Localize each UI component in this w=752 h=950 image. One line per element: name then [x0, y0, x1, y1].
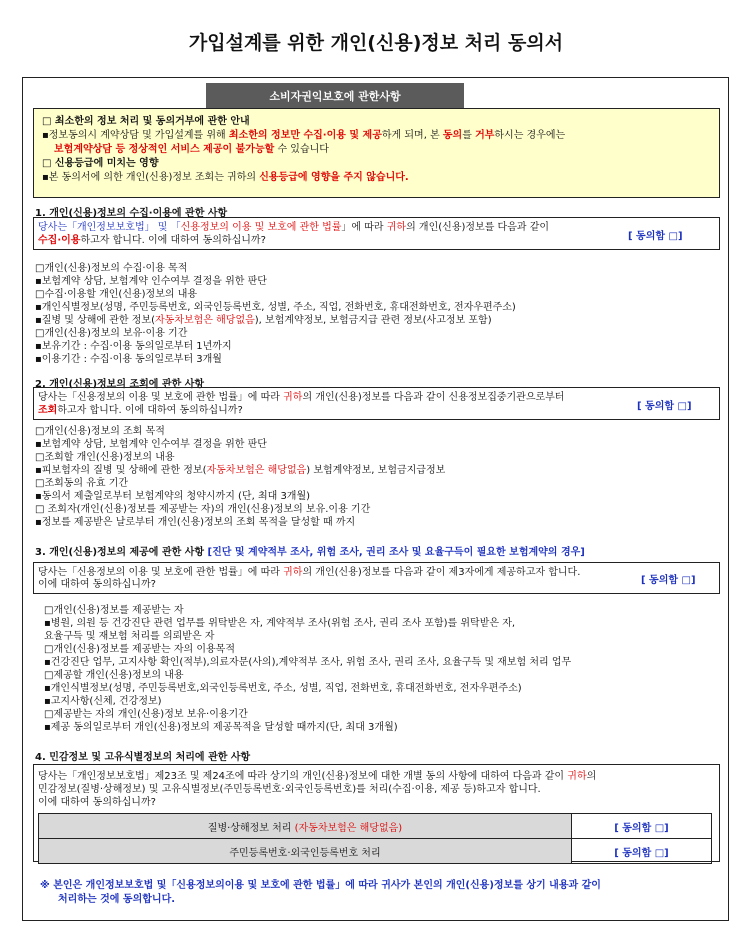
- footer-consent-line-1: ※ 본인은 개인정보보호법 및「신용정보의이용 및 보호에 관한 법률」에 따라 귀사가 본인의 개인(신용)정보를 상기 내용과 같이: [40, 880, 601, 891]
- section-1-agree-checkbox[interactable]: [ 동의함 □]: [628, 231, 683, 242]
- unique-id-agree-checkbox[interactable]: [ 동의함 □]: [572, 839, 712, 864]
- s2-item-health: ▪피보험자의 질병 및 상해에 관한 정보(자동차보험은 해당없음) 보험계약정보, 보험금지급정보: [35, 465, 446, 476]
- section-1-heading: 1. 개인(신용)정보의 수집·이용에 관한 사항: [35, 208, 228, 219]
- s2-item-retention-detail: ▪정보를 제공받은 날로부터 개인(신용)정보의 조회 목적을 달성할 때 까지: [35, 517, 356, 528]
- section-1-question-line-1: 당사는「개인정보보호법」 및 「신용정보의 이용 및 보호에 관한 법률」에 따라 귀하의 개인(신용)정보를 다음과 같이: [38, 222, 550, 233]
- section-3-question-line-1: 당사는「신용정보의 이용 및 보호에 관한 법률」에 따라 귀하의 개인(신용)정보를 다음과 같이 제3자에게 제공하고자 합니다.: [38, 567, 581, 578]
- consumer-rights-banner: 소비자권익보호에 관한사항: [206, 83, 464, 110]
- document-title: 가입설계를 위한 개인(신용)정보 처리 동의서: [188, 32, 564, 54]
- s3-item-recipient: □개인(신용)정보를 제공받는 자: [44, 605, 184, 616]
- s1-item-period: □개인(신용)정보의 보유·이용 기간: [35, 328, 188, 339]
- section-4-consent-table: [38, 813, 712, 864]
- section-4-question-line-3: 이에 대하여 동의하십니까?: [38, 797, 156, 808]
- s1-item-health: ▪질병 및 상해에 관한 정보(자동차보험은 해당없음), 보험계약정보, 보험금지급 관련 정보(사고정보 포함): [35, 315, 492, 326]
- section-1-question-box: [33, 217, 720, 250]
- section-3-agree-checkbox[interactable]: [ 동의함 □]: [641, 575, 696, 586]
- s3-item-disclosures: ▪고지사항(신체, 건강정보): [44, 696, 162, 707]
- s3-item-period: □제공받는 자의 개인(신용)정보 보유·이용기간: [44, 709, 248, 720]
- s1-item-contents: □수집·이용할 개인(신용)정보의 내용: [35, 289, 198, 300]
- section-2-question-line-1: 당사는「신용정보의 이용 및 보호에 관한 법률」에 따라 귀하의 개인(신용)정보를 다음과 같이 신용정보집중기관으로부터: [38, 392, 565, 403]
- section-3-question-box: [33, 562, 720, 594]
- notice-heading-2: □ 신용등급에 미치는 영향: [42, 158, 159, 169]
- s2-item-contents: □조회할 개인(신용)정보의 내용: [35, 452, 175, 463]
- s3-item-identifiers: ▪개인식별정보(성명, 주민등록번호,외국인등록번호, 주소, 성별, 직업, 전화번호, 휴대전화번호, 전자우편주소): [44, 683, 522, 694]
- s1-item-purpose-detail: ▪보험계약 상담, 보험계약 인수여부 결정을 위한 판단: [35, 276, 267, 287]
- notice-line-1: ▪정보동의시 계약상담 및 가입설계를 위해 최소한의 정보만 수집·이용 및 제공하게 되며, 본 동의를 거부하시는 경우에는: [42, 130, 566, 141]
- notice-heading-1: □ 최소한의 정보 처리 및 동의거부에 관한 안내: [42, 116, 250, 127]
- s2-item-validity: □조회동의 유효 기간: [35, 478, 129, 489]
- table-row: [39, 814, 712, 839]
- s3-item-recipient-detail: ▪병원, 의원 등 건강진단 관련 업무를 위탁받은 자, 계약적부 조사(위험 조사, 권리 조사 포함)를 위탁받은 자,: [44, 618, 516, 629]
- section-1-question-line-2: 수집·이용하고자 합니다. 이에 대하여 동의하십니까?: [38, 235, 266, 246]
- notice-line-2: 보험계약상담 등 정상적인 서비스 제공이 불가능할 수 있습니다: [54, 144, 329, 155]
- s1-item-purpose: □개인(신용)정보의 수집·이용 목적: [35, 263, 188, 274]
- section-3-question-line-2: 이에 대하여 동의하십니까?: [38, 579, 156, 590]
- section-4-heading: 4. 민감정보 및 고유식별정보의 처리에 관한 사항: [35, 752, 251, 763]
- section-2-question-line-2: 조회하고자 합니다. 이에 대하여 동의하십니까?: [38, 405, 243, 416]
- s3-item-recipient-detail-2: 요율구득 및 재보험 처리를 의뢰받은 자: [44, 631, 215, 642]
- s3-item-purpose: □개인(신용)정보를 제공받는 자의 이용목적: [44, 644, 236, 655]
- s2-item-validity-detail: ▪동의서 제출일로부터 보험계약의 청약시까지 (단, 최대 3개월): [35, 491, 311, 502]
- sensitive-info-label: 질병·상해정보 처리 (자동차보험은 해당없음): [39, 814, 572, 839]
- section-2-heading: 2. 개인(신용)정보의 조회에 관한 사항: [35, 379, 205, 390]
- unique-id-label: 주민등록번호·외국인등록번호 처리: [39, 839, 572, 864]
- s3-item-contents: □제공할 개인(신용)정보의 내용: [44, 670, 184, 681]
- section-3-heading: 3. 개인(신용)정보의 제공에 관한 사항 [진단 및 계약적부 조사, 위험 조사, 권리 조사 및 요율구득이 필요한 보험계약의 경우]: [35, 547, 585, 558]
- s3-item-period-detail: ▪제공 동의일로부터 개인(신용)정보의 제공목적을 달성할 때까지(단, 최대 3개월): [44, 722, 398, 733]
- s1-item-identifiers: ▪개인식별정보(성명, 주민등록번호, 외국인등록번호, 성별, 주소, 직업, 전화번호, 휴대전화번호, 전자우편주소): [35, 302, 516, 313]
- section-2-agree-checkbox[interactable]: [ 동의함 □]: [637, 401, 692, 412]
- s1-item-usage: ▪이용기간 : 수집·이용 동의일로부터 3개월: [35, 354, 222, 365]
- s2-item-purpose-detail: ▪보험계약 상담, 보험계약 인수여부 결정을 위한 판단: [35, 439, 267, 450]
- sensitive-info-agree-checkbox[interactable]: [ 동의함 □]: [572, 814, 712, 839]
- section-4-question-line-1: 당사는「개인정보보호법」제23조 및 제24조에 따라 상기의 개인(신용)정보에 대한 개별 동의 사항에 대하여 다음과 같이 귀하의: [38, 771, 597, 782]
- notice-line-3: ▪본 동의서에 의한 개인(신용)정보 조회는 귀하의 신용등급에 영향을 주지 않습니다.: [42, 172, 409, 183]
- s2-item-purpose: □개인(신용)정보의 조회 목적: [35, 426, 165, 437]
- table-row: [39, 839, 712, 864]
- notice-box: [33, 108, 720, 198]
- section-2-question-box: [33, 387, 720, 420]
- s3-item-purpose-detail: ▪건강진단 업무, 고지사항 확인(적부),의료자문(사의),계약적부 조사, 위험 조사, 권리 조사, 요율구득 및 재보험 처리 업무: [44, 657, 572, 668]
- section-4-question-line-2: 민감정보(질병·상해정보) 및 고유식별정보(주민등록번호·외국인등록번호)를 처리(수집·이용, 제공 등)하고자 합니다.: [38, 784, 541, 795]
- s2-item-retention: □ 조회자(개인(신용)정보를 제공받는 자)의 개인(신용)정보의 보유.이용 기간: [35, 504, 371, 515]
- s1-item-retention: ▪보유기간 : 수집·이용 동의일로부터 1년까지: [35, 341, 232, 352]
- footer-consent-line-2: 처리하는 것에 동의합니다.: [58, 894, 176, 905]
